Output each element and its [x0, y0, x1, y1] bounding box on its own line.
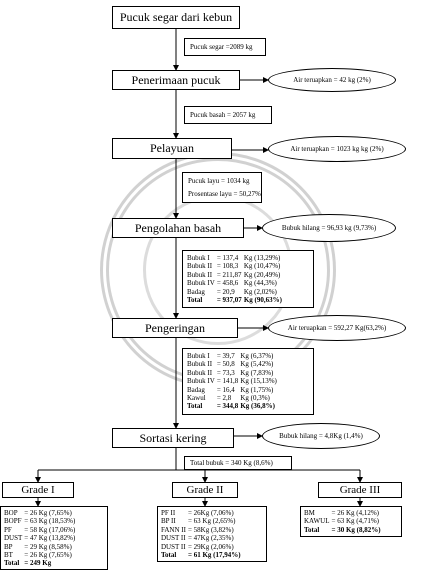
step-pelayuan-label: Pelayuan [150, 141, 194, 155]
pengeringan-results-table [187, 352, 279, 411]
grade-3-table [304, 509, 383, 534]
grade-1-row-value: = 47 Kg (13,82%) [24, 534, 76, 543]
step-pucuk-segar [112, 6, 240, 29]
pengeringan-row-value: = 141,8 [216, 377, 239, 386]
pengolahan-row [187, 271, 284, 279]
pengolahan-row [187, 296, 284, 304]
note-pucuk-segar-text: Pucuk segar =2089 kg [190, 43, 253, 51]
pengeringan-row [187, 402, 279, 410]
pengolahan-row-value: = 108,3 [216, 262, 239, 271]
pengeringan-row [187, 360, 279, 368]
grade-1-list [0, 506, 108, 570]
grade-2-row-value: = 26Kg (7,06%) [187, 509, 234, 517]
step-pucuk-segar-label: Pucuk segar dari kebun [119, 10, 233, 24]
grade-3-row-value: = 30 Kg (8,82%) [331, 525, 381, 534]
pengeringan-row-name: Total [187, 402, 203, 411]
loss-sortasi-text: Bubuk hilang = 4,8Kg (1,4%) [279, 432, 363, 440]
pengolahan-row-name: Bubuk II [187, 270, 213, 279]
grade-2-row-value: = 47Kg (2,35%) [187, 534, 234, 543]
grade-3-row-value: = 26 Kg (4,12%) [331, 509, 379, 517]
grade-3-row-name: KAWUL [304, 517, 330, 526]
pengolahan-row [187, 254, 284, 262]
pengolahan-results-table [187, 254, 284, 304]
pengolahan-row-value: = 937,07 [216, 296, 242, 305]
grade-1-row [4, 543, 77, 551]
step-pengolahan-basah-label: Pengolahan basah [134, 220, 222, 235]
grade-2-row-value: = 63 Kg (2,65%) [187, 517, 236, 526]
pengolahan-row-name: Bubuk I [187, 254, 210, 262]
pengeringan-row [187, 394, 279, 402]
loss-sortasi [262, 423, 380, 449]
grade-3-row-name: BM [304, 509, 315, 517]
grade-2-row-value: = 61 Kg (17,94%) [187, 551, 241, 560]
grade-2-row [161, 551, 243, 559]
pengeringan-row-pct: Kg (6,37%) [240, 352, 274, 360]
pengolahan-row-pct: Kg (13,29%) [243, 254, 281, 262]
pengolahan-row-name: Bubuk II [187, 262, 213, 271]
pengeringan-row-pct: Kg (5,42%) [240, 360, 274, 369]
grade-1-row [4, 517, 77, 525]
pengolahan-results [182, 250, 314, 308]
note-pucuk-basah-text: Pucuk basah = 2057 kg [190, 111, 256, 119]
grade-1-title: Grade I [21, 484, 55, 496]
grade-1-row-name: BP [4, 542, 13, 551]
grade-1-row-name: DUST [4, 534, 23, 543]
grade-3-list [300, 506, 402, 537]
pengeringan-row-name: Badag [187, 385, 205, 394]
pengeringan-row-pct: Kg (36,8%) [240, 402, 275, 411]
grade-2-row-value: = 58Kg (3,82%) [187, 525, 234, 534]
grade-1-row-value: = 58 Kg (17,06%) [24, 525, 76, 534]
grade-1-row-name: Total [4, 559, 20, 568]
pengeringan-row-name: Bubuk I [187, 352, 210, 360]
grade-2-row-value: = 29Kg (2,06%) [187, 542, 234, 551]
pengolahan-row-pct: Kg (90,63%) [243, 296, 282, 305]
pengeringan-row-value: = 2,8 [216, 394, 232, 403]
grade-1-row [4, 551, 77, 559]
pengolahan-row-value: = 137,4 [216, 254, 239, 262]
loss-pengolahan [262, 214, 396, 242]
grade-1-row-value: = 63 Kg (18,53%) [24, 517, 76, 526]
pengeringan-row-value: = 73,3 [216, 368, 235, 377]
grade-1-row-value: = 29 Kg (8,58%) [24, 542, 72, 551]
grade-3-row [304, 517, 383, 525]
pengolahan-row-pct: Kg (44,3%) [243, 279, 277, 288]
grade-3-row-name: Total [304, 525, 320, 534]
pengeringan-row [187, 377, 279, 385]
grade-2-list [157, 506, 267, 562]
grade-1-box [2, 482, 74, 498]
pengolahan-row [187, 288, 284, 296]
note-total-bubuk [184, 456, 292, 470]
note-pucuk-basah [184, 106, 272, 124]
loss-pengeringan [268, 315, 406, 341]
pengeringan-row-name: Bubuk IV [187, 377, 215, 386]
step-pengeringan [112, 318, 238, 338]
grade-1-table [4, 509, 77, 568]
pengolahan-row-value: = 458,6 [216, 279, 239, 288]
grade-2-row [161, 534, 243, 542]
pengolahan-row-pct: Kg (2,02%) [243, 287, 277, 296]
grade-2-row-name: BP II [161, 517, 176, 526]
pengolahan-row-name: Bubuk IV [187, 279, 215, 288]
pengeringan-row [187, 352, 279, 360]
step-pelayuan [112, 138, 232, 159]
pengeringan-row-pct: Kg (7,83%) [240, 368, 274, 377]
note-pucuk-layu-text: Pucuk layu = 1034 kg [188, 177, 250, 185]
grade-3-row [304, 526, 383, 534]
grade-2-table [161, 509, 243, 559]
pengeringan-row-name: Bubuk II [187, 360, 213, 369]
grade-2-row-name: DUST II [161, 534, 186, 543]
pengeringan-row [187, 369, 279, 377]
pengeringan-row-value: = 344,8 [216, 402, 239, 411]
grade-2-row-name: Total [161, 551, 177, 560]
grade-3-row-value: = 63 Kg (4,71%) [331, 517, 379, 526]
grade-1-row-name: BOPF [4, 517, 22, 526]
step-pengolahan-basah [112, 218, 244, 238]
grade-1-row-value: = 26 Kg (7,65%) [24, 551, 72, 560]
grade-2-row [161, 543, 243, 551]
pengeringan-row-pct: Kg (0,3%) [240, 394, 270, 403]
loss-pelayuan [268, 136, 406, 162]
pengolahan-row [187, 279, 284, 287]
grade-1-row-name: BOP [4, 509, 18, 517]
note-pucuk-segar [184, 38, 266, 56]
step-sortasi-kering [112, 428, 234, 448]
grade-1-row-name: PF [4, 525, 12, 534]
grade-1-row-value: = 26 Kg (7,65%) [24, 509, 72, 517]
loss-pengolahan-text: Bubuk hilang = 96,93 kg (9,73%) [281, 224, 377, 232]
pengolahan-row-name: Badag [187, 287, 205, 296]
grade-2-row [161, 509, 243, 517]
loss-pelayuan-text: Air teruapkan = 1023 kg kg (2%) [290, 145, 384, 153]
pengolahan-row-name: Total [187, 296, 203, 305]
loss-penerimaan [268, 68, 396, 92]
grade-2-row-name: FANN II [161, 525, 186, 534]
grade-1-row [4, 509, 77, 517]
pengeringan-row-pct: Kg (1,75%) [240, 385, 274, 394]
pengeringan-row-value: = 39,7 [216, 352, 235, 360]
grade-3-box [318, 482, 402, 498]
grade-1-row-name: BT [4, 551, 13, 560]
grade-2-row [161, 526, 243, 534]
pengeringan-row-pct: Kg (15,13%) [240, 377, 277, 386]
grade-3-title: Grade III [339, 484, 381, 496]
pengolahan-row-value: = 20,9 [216, 287, 235, 296]
pengolahan-row-pct: Kg (10,47%) [243, 262, 281, 271]
pengeringan-results [182, 348, 314, 415]
pengolahan-row-pct: Kg (20,49%) [243, 270, 281, 279]
note-total-bubuk-text: Total bubuk = 340 Kg (8,6%) [190, 459, 273, 467]
grade-2-title: Grade II [186, 484, 224, 496]
pengeringan-row-name: Bubuk II [187, 368, 213, 377]
step-penerimaan-pucuk-label: Penerimaan pucuk [131, 72, 221, 87]
grade-2-row-name: PF II [161, 509, 176, 517]
grade-2-row-name: DUST II [161, 542, 186, 551]
grade-2-box [172, 482, 238, 498]
pengolahan-row-value: = 211,87 [216, 270, 242, 279]
pengeringan-row-value: = 50,8 [216, 360, 235, 369]
grade-1-row [4, 526, 77, 534]
grade-2-row [161, 517, 243, 525]
grade-1-row-value: = 249 Kg [24, 559, 52, 568]
pengeringan-row-name: Kawul [187, 394, 206, 403]
grade-1-row [4, 534, 77, 542]
loss-penerimaan-text: Air teruapkan = 42 kg (2%) [293, 76, 371, 84]
grade-1-row [4, 559, 77, 567]
note-pucuk-layu [182, 172, 262, 203]
pengeringan-row-value: = 16,4 [216, 385, 235, 394]
note-prosentase-layu-text: Prosentase layu = 50,27% [188, 190, 261, 198]
step-sortasi-kering-label: Sortasi kering [139, 430, 207, 445]
step-pengeringan-label: Pengeringan [145, 320, 205, 335]
step-penerimaan-pucuk [112, 70, 240, 90]
grade-3-row [304, 509, 383, 517]
pengeringan-row [187, 386, 279, 394]
pengolahan-row [187, 262, 284, 270]
loss-pengeringan-text: Air teruapkan = 592,27 Kg(63,2%) [287, 324, 387, 332]
